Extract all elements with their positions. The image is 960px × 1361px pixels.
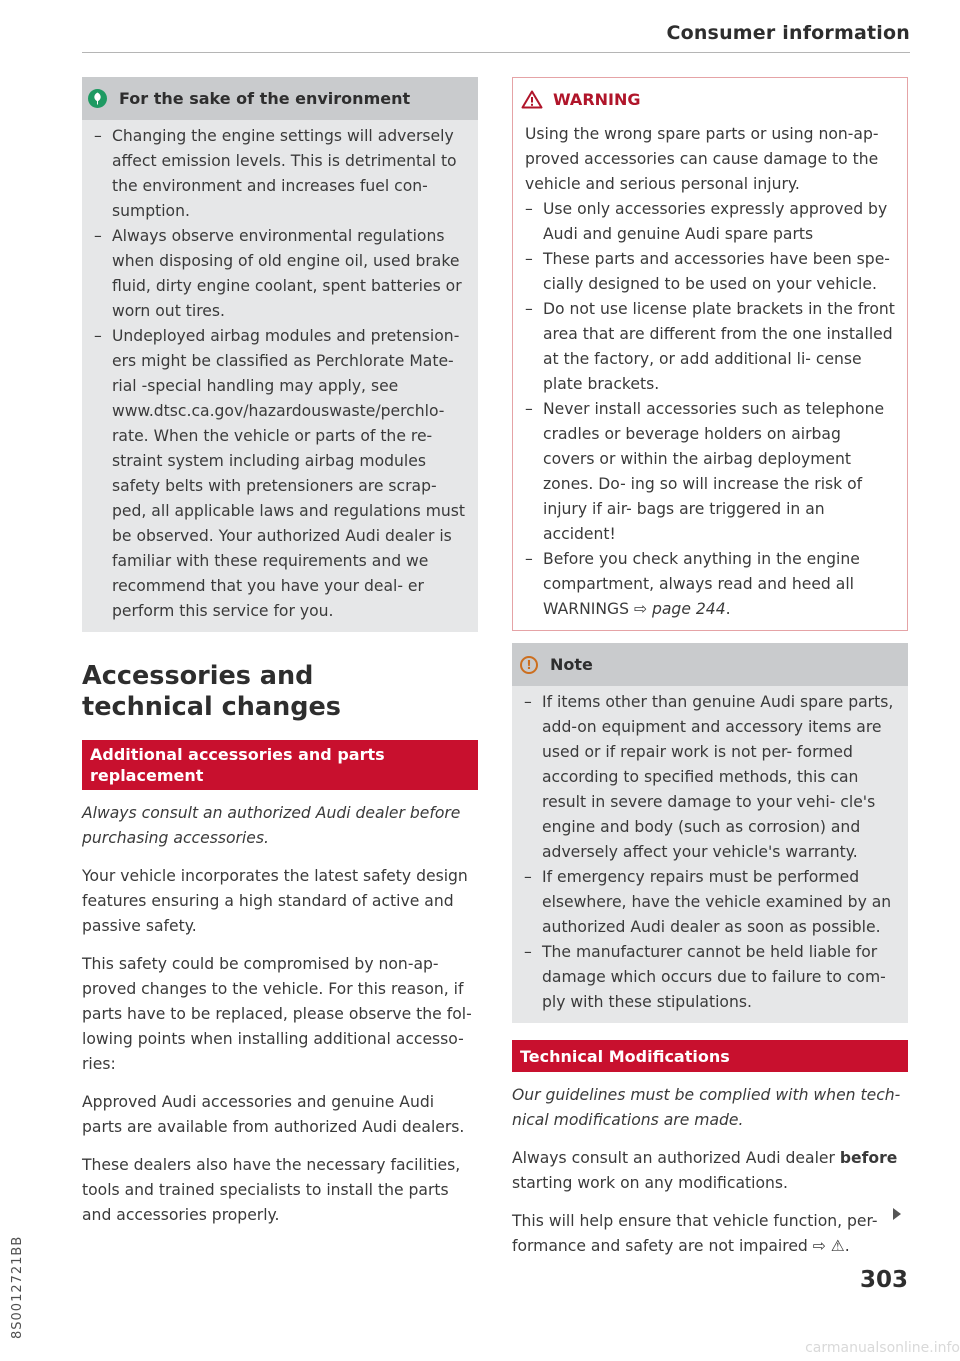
paragraph-text: starting work on any modifications. [512, 1174, 788, 1192]
accessories-intro: Always consult an authorized Audi dealer before purchasing accessories. [82, 804, 461, 847]
watermark: carmanualsonline.info [805, 1340, 960, 1356]
warning-intro: Using the wrong spare parts or using non-ap- proved accessories can cause damage to the vehicle and serious personal injury. [525, 125, 879, 193]
paragraph: These dealers also have the necessary facilities, tools and trained specialists to install the parts and accessories properly. [82, 1156, 461, 1224]
bold-text: before [839, 1149, 898, 1167]
paragraph-text: Always consult an authorized Audi dealer [512, 1149, 840, 1167]
environment-box-body [82, 120, 478, 632]
technical-intro: Our guidelines must be complied with when tech- nical modifications are made. [512, 1086, 901, 1129]
list-item: – If items other than genuine Audi spare parts, add-on equipment and accessory items are used or if repair work is not per- formed according to specified methods, this can result in severe damage to your vehi- cle's engine and body (such as corrosion) and adversely affect your vehicle's warranty. [524, 690, 896, 865]
list-item: – These parts and accessories have been spe- cially designed to be used on your vehicle. [525, 247, 897, 297]
right-column [512, 77, 908, 1259]
note-box-body [512, 686, 908, 1023]
list-item: – Do not use license plate brackets in the front area that are different from the one installed at the factory, or add additional li- cense plate brackets. [525, 297, 897, 397]
note-box-header [512, 643, 908, 686]
warning-title: WARNING [553, 89, 641, 109]
list-item: – If emergency repairs must be performed elsewhere, have the vehicle examined by an authorized Audi dealer as soon as possible. [524, 865, 896, 940]
list-item: – Use only accessories expressly approved by Audi and genuine Audi spare parts [525, 197, 897, 247]
list-item: – The manufacturer cannot be held liable for damage which occurs due to failure to com- ply with these stipulations. [524, 940, 896, 1015]
paragraph: Approved Audi accessories and genuine Audi parts are available from authorized Audi dealers. [82, 1093, 465, 1136]
section-title-line-2: technical changes [82, 692, 341, 722]
page-header-title: Consumer information [666, 22, 910, 44]
list-item: – Undeployed airbag modules and pretension- ers might be classified as Perchlorate Mate- rial -special handling may apply, see www.dtsc.ca.gov/hazardouswaste/perchlo- rate. When the vehicle or parts of the re- straint system including airbag modules safety belts with pretensioners are scrap- ped, all applicable laws and regulations must be observed. Your authorized Audi dealer is familiar with these requirements and we recommend that you have your deal- er perform this service for you. [94, 324, 466, 624]
list-item: – Changing the engine settings will adversely affect emission levels. This is detrimental to the environment and increases fuel con- sumption. [94, 124, 466, 224]
environment-box-title: For the sake of the environment [119, 89, 411, 108]
list-item [525, 547, 897, 622]
warning-box-body [513, 120, 907, 630]
accessories-heading: Additional accessories and parts replacement [82, 740, 478, 790]
warning-box-header [513, 78, 907, 120]
paragraph [512, 1209, 908, 1259]
section-title-line-1: Accessories and [82, 661, 314, 691]
warning-triangle-icon [521, 90, 543, 109]
section-title [82, 661, 478, 723]
paragraph-text: This will help ensure that vehicle function, per- formance and safety are not impaired [512, 1212, 878, 1255]
warning-reference-link[interactable]: ⇨ ⚠. [812, 1237, 850, 1255]
list-item: – Always observe environmental regulations when disposing of old engine oil, used brake fluid, dirty engine coolant, spent batteries or worn out tires. [94, 224, 466, 324]
continue-arrow-icon [893, 1208, 901, 1220]
note-box [512, 643, 908, 1023]
environment-box [82, 77, 478, 632]
list-item-text: Before you check anything in the engine compartment, always read and heed all WARNINGS [543, 550, 860, 618]
paragraph: This safety could be compromised by non-ap- proved changes to the vehicle. For this reason, if parts have to be replaced, please observe the fol- lowing points when installing additional accesso- ries: [82, 955, 472, 1073]
list-item: – Never install accessories such as telephone cradles or beverage holders on airbag covers or within the airbag deployment zones. Do- ing so will increase the risk of injury if air- bags are triggered in an accident! [525, 397, 897, 547]
environment-box-header [82, 77, 478, 120]
warning-box [512, 77, 908, 631]
left-column [82, 77, 478, 1228]
document-code: 8S0012721BB [10, 1235, 25, 1339]
paragraph [512, 1146, 908, 1196]
leaf-icon [88, 89, 107, 108]
page-number: 303 [859, 1267, 908, 1293]
exclamation-circle-icon: ! [520, 656, 538, 674]
page-reference-link[interactable]: ⇨ page 244 [633, 600, 726, 618]
technical-heading: Technical Modifications [512, 1040, 908, 1072]
paragraph: Your vehicle incorporates the latest safety design features ensuring a high standard of active and passive safety. [82, 867, 468, 935]
list-item-end: . [725, 600, 731, 618]
header-rule [82, 52, 910, 53]
note-title: Note [550, 655, 593, 674]
